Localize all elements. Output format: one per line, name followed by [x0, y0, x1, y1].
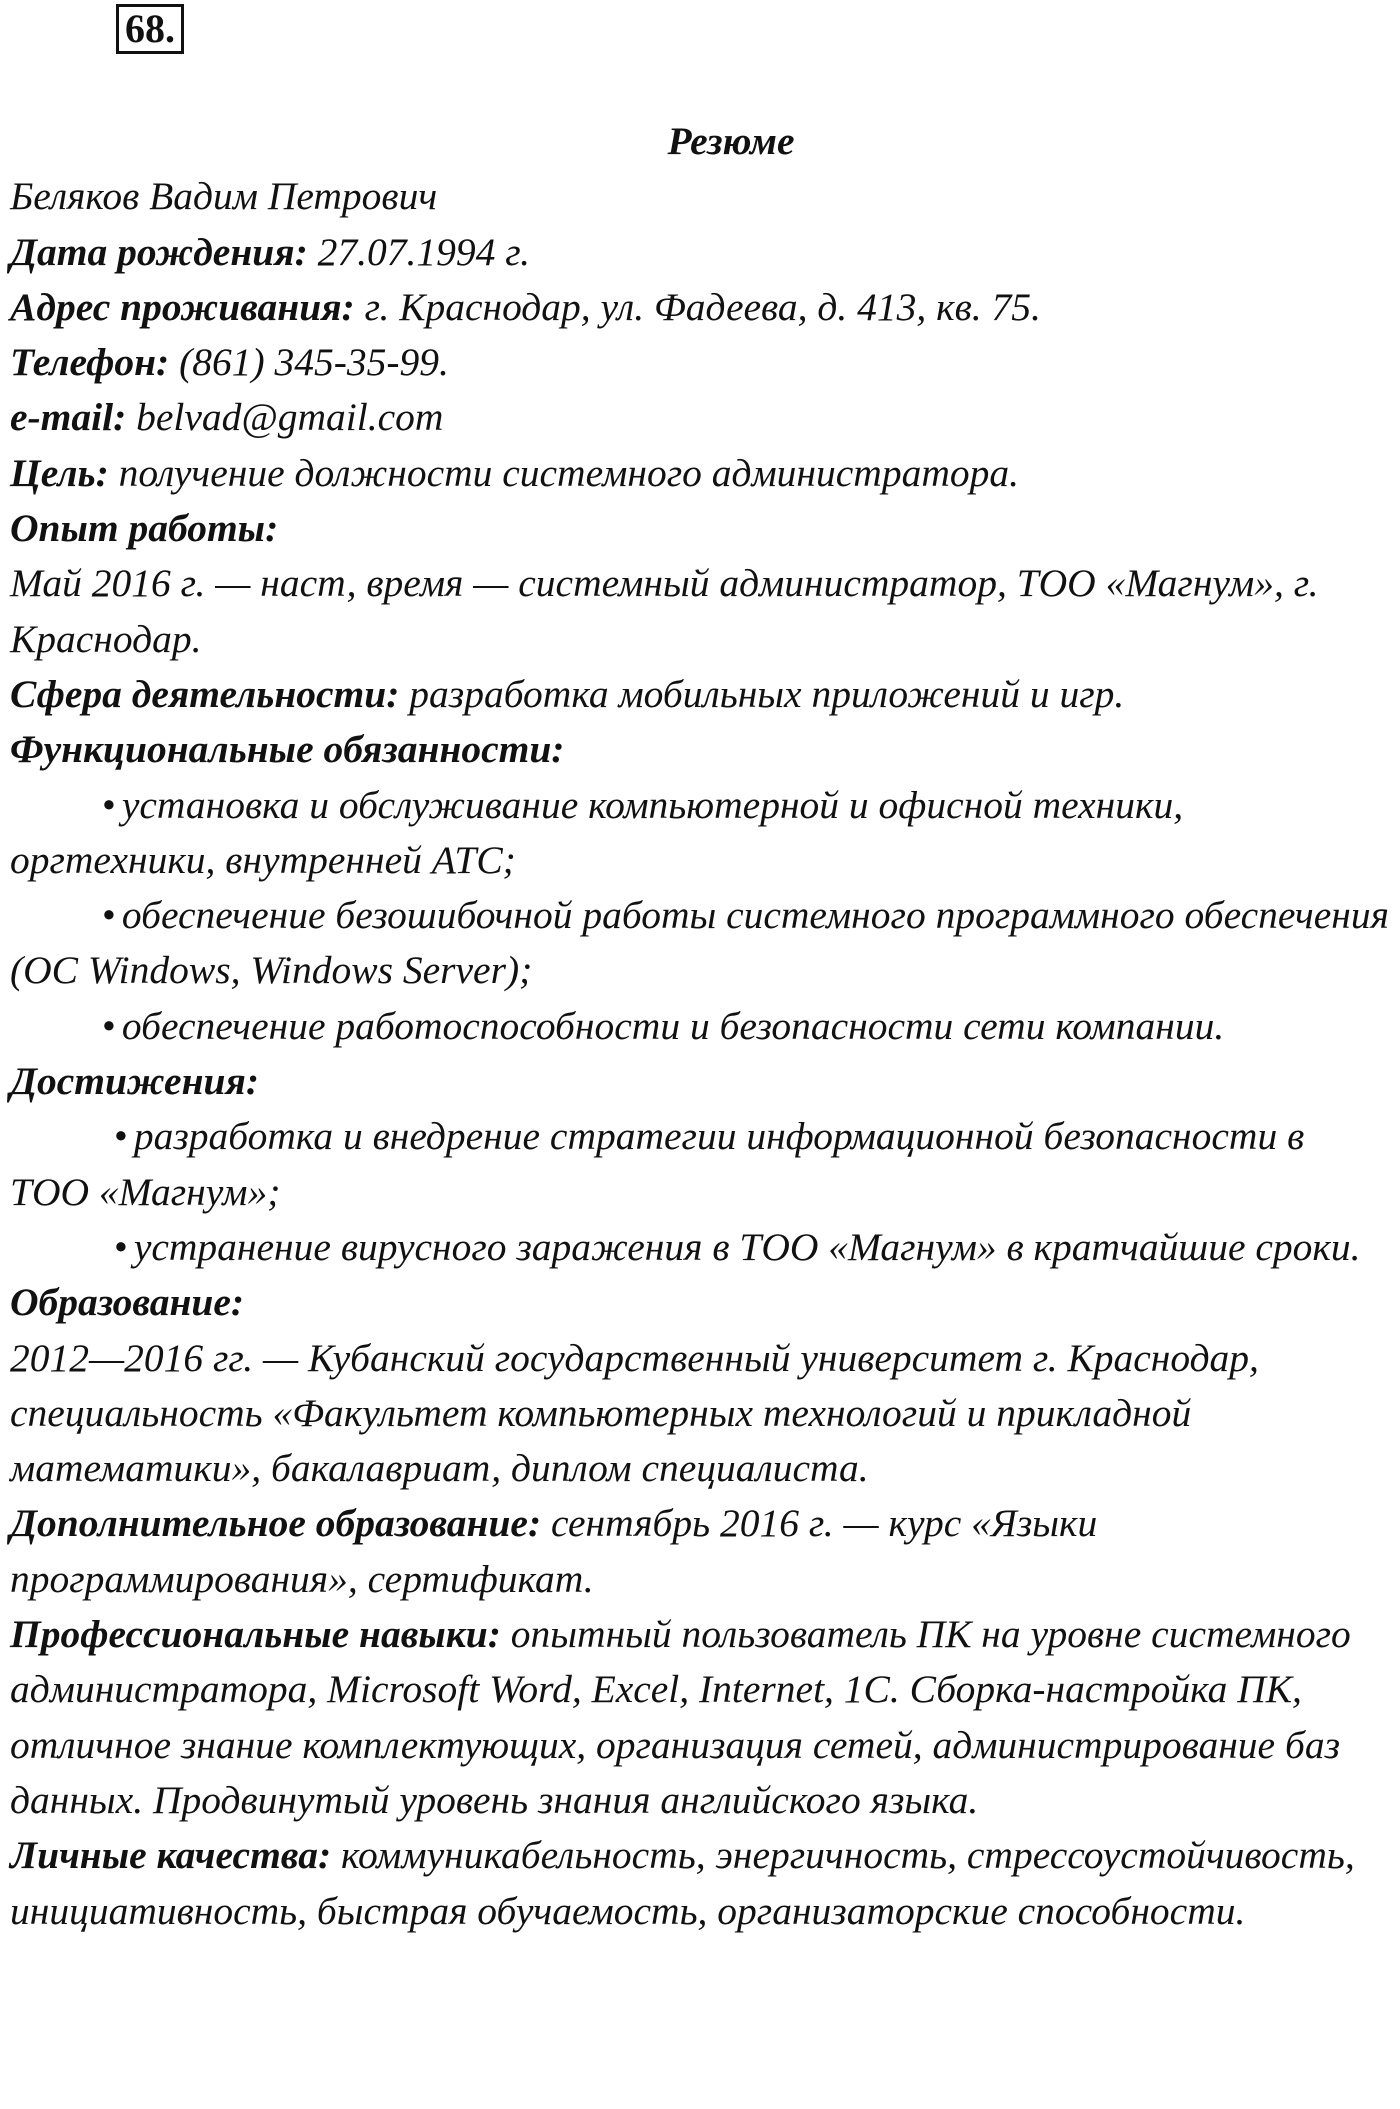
- achievement-item: • устранение вирусного заражения в ТОО «Магнум» в кратчайшие сроки.: [114, 1224, 1361, 1269]
- goal-value: получение должности системного администратора.: [118, 450, 1019, 495]
- field-label: Сфера деятельности:: [10, 671, 400, 716]
- birth-date-row: [10, 225, 1390, 280]
- personal-qualities-value: коммуникабельность, энергичность, стрессоустойчивость, инициативность, быстрая обучаемость, организаторские способности.: [10, 1833, 1355, 1933]
- address-row: [10, 280, 1390, 335]
- email-label: e-mail:: [10, 395, 127, 440]
- address-value: г. Краснодар, ул. Фадеева, д. 413, кв. 75.: [364, 284, 1041, 329]
- skills-label: Профессиональные навыки:: [10, 1612, 501, 1657]
- field-value: разработка мобильных приложений и игр.: [409, 671, 1125, 716]
- email-value: belvad@gmail.com: [136, 395, 444, 440]
- extra-education-label: Дополнительное образование:: [10, 1501, 542, 1546]
- resume-document: [10, 114, 1390, 1939]
- resume-title: Резюме: [667, 119, 795, 163]
- skills-row: [10, 1607, 1390, 1828]
- duty-item: • обеспечение безошибочной работы системного программного обеспечения (ОС Windows, Windows Server);: [10, 893, 1390, 993]
- duty-item: • обеспечение работоспособности и безопасности сети компании.: [102, 1003, 1225, 1048]
- extra-education-value: сентябрь 2016 г. — курс «Языки программирования», сертификат.: [10, 1501, 1098, 1601]
- experience-label: Опыт работы:: [10, 506, 279, 551]
- task-number: 68.: [116, 4, 184, 54]
- achievements-label: Достижения:: [10, 1059, 259, 1104]
- skills-value: опытный пользователь ПК на уровне системного администратора, Microsoft Word, Excel, Internet, 1С. Сборка-настройка ПК, отличное знание комплектующих, организация сетей, администрирование баз данных. Продвинутый уровень знания английского языка.: [10, 1612, 1351, 1822]
- experience-value: Май 2016 г. — наст, время — системный администратор, ТОО «Магнум», г. Краснодар.: [10, 561, 1319, 661]
- phone-value: (861) 345-35-99.: [179, 340, 449, 385]
- birth-date-label: Дата рождения:: [10, 229, 308, 274]
- goal-label: Цель:: [10, 450, 109, 495]
- duties-label: Функциональные обязанности:: [10, 727, 565, 772]
- address-label: Адрес проживания:: [10, 284, 355, 329]
- phone-label: Телефон:: [10, 340, 170, 385]
- birth-date-value: 27.07.1994 г.: [317, 229, 531, 274]
- extra-education-row: [10, 1496, 1390, 1607]
- full-name: Беляков Вадим Петрович: [10, 174, 438, 219]
- education-value: 2012—2016 гг. — Кубанский государственный университет г. Краснодар, специальность «Факультет компьютерных технологий и прикладной математики», бакалавриат, диплом специалиста.: [10, 1335, 1259, 1491]
- personal-qualities-label: Личные качества:: [10, 1833, 332, 1878]
- phone-row: [10, 335, 1390, 390]
- email-row: [10, 390, 1390, 445]
- field-row: [10, 667, 1390, 722]
- personal-qualities-row: [10, 1828, 1390, 1939]
- achievement-item: • разработка и внедрение стратегии информационной безопасности в ТОО «Магнум»;: [10, 1114, 1305, 1214]
- duty-item: • установка и обслуживание компьютерной и офисной техники, оргтехники, внутренней АТС;: [10, 782, 1184, 882]
- education-label: Образование:: [10, 1280, 245, 1325]
- goal-row: [10, 446, 1390, 501]
